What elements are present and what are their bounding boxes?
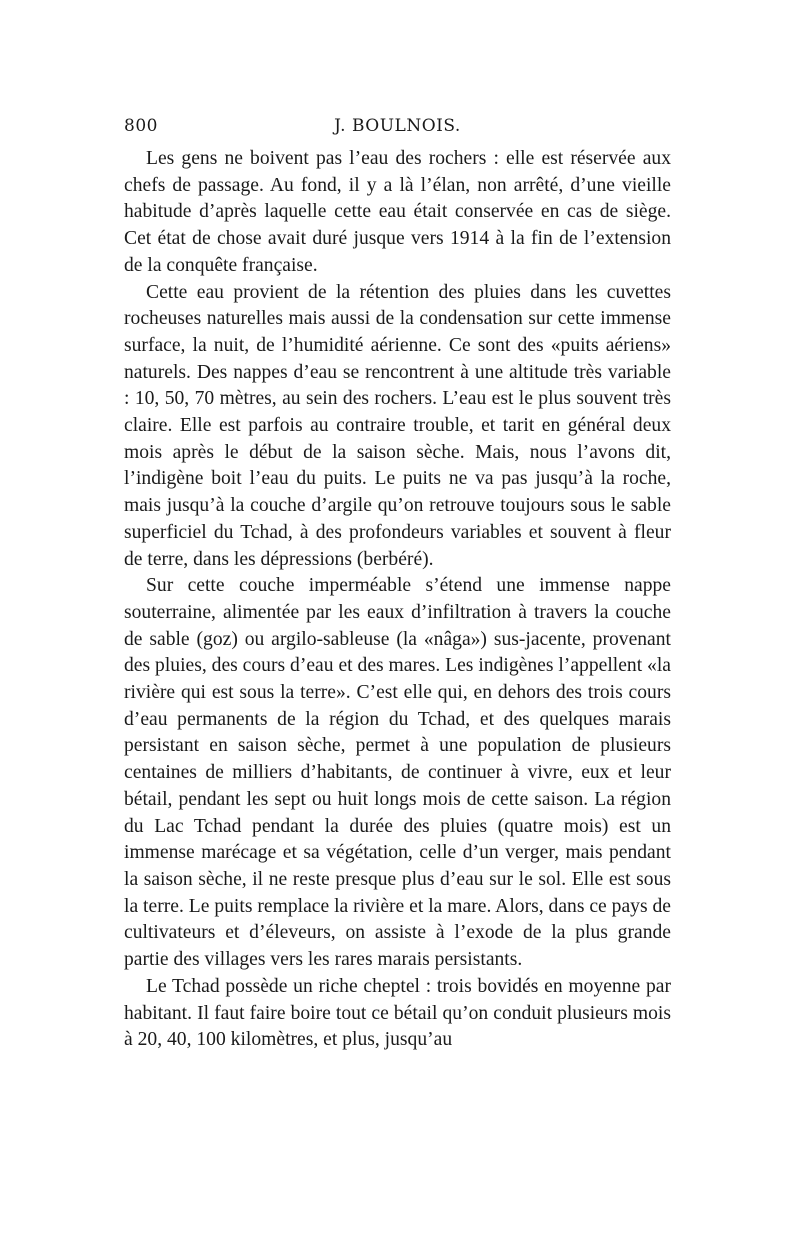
- paragraph-underground-sheet: Sur cette couche imperméable s’étend une immense nappe souterraine, alimentée par les eaux d’infiltration à travers la couche de sable (goz) ou argilo-sableuse (la «nâga») sus-jacente, provenant des pluies, des cours d’eau et des mares. Les indigènes l’appellent «la rivière qui est sous la terre». C’est elle qui, en dehors des trois cours d’eau permanents de la région du Tchad, et des quelques marais persistant en saison sèche, permet à une population de plusieurs centaines de milliers d’habitants, de continuer à vivre, eux et leur bétail, pendant les sept ou huit longs mois de cette saison. La région du Lac Tchad pendant la durée des pluies (quatre mois) est un immense marécage et sa végétation, celle d’un verger, mais pendant la saison sèche, il ne reste presque plus d’eau sur le sol. Elle est sous la terre. Le puits remplace la rivière et la mare. Alors, dans ce pays de cultivateurs et d’éleveurs, on assiste à l’exode de la plus grande partie des villages vers les rares marais persistants.: [124, 575, 671, 971]
- running-head: J. BOULNOIS.: [334, 116, 461, 136]
- book-page: [124, 112, 671, 1054]
- page-header: [124, 112, 671, 146]
- page-number: 800: [124, 116, 158, 136]
- body-text: [124, 146, 671, 1054]
- paragraph-livestock: Le Tchad possède un riche cheptel : trois bovidés en moyenne par habitant. Il faut faire boire tout ce bétail qu’on conduit plusieurs mois à 20, 40, 100 kilomètres, et plus, jusqu’au: [124, 975, 671, 1051]
- paragraph-water-origin: Cette eau provient de la rétention des pluies dans les cuvettes rocheuses naturelles mais aussi de la condensation sur cette immense surface, la nuit, de l’humidité aérienne. Ce sont des «puits aériens» naturels. Des nappes d’eau se rencontrent à une altitude très variable : 10, 50, 70 mètres, au sein des rochers. L’eau est le plus souvent très claire. Elle est parfois au contraire trouble, et tarit en général deux mois après le début de la saison sèche. Mais, nous l’avons dit, l’indigène boit l’eau du puits. Le puits ne va pas jusqu’à la roche, mais jusqu’à la couche d’argile qu’on retrouve toujours sous le sable superficiel du Tchad, à des profondeurs variables et souvent à fleur de terre, dans les dépressions (berbéré).: [124, 281, 671, 570]
- paragraph-reserved-water: Les gens ne boivent pas l’eau des rochers : elle est réservée aux chefs de passage. Au fond, il y a là l’élan, non arrêté, d’une vieille habitude d’après laquelle cette eau était conservée en cas de siège. Cet état de chose avait duré jusque vers 1914 à la fin de l’extension de la conquête française.: [124, 148, 671, 276]
